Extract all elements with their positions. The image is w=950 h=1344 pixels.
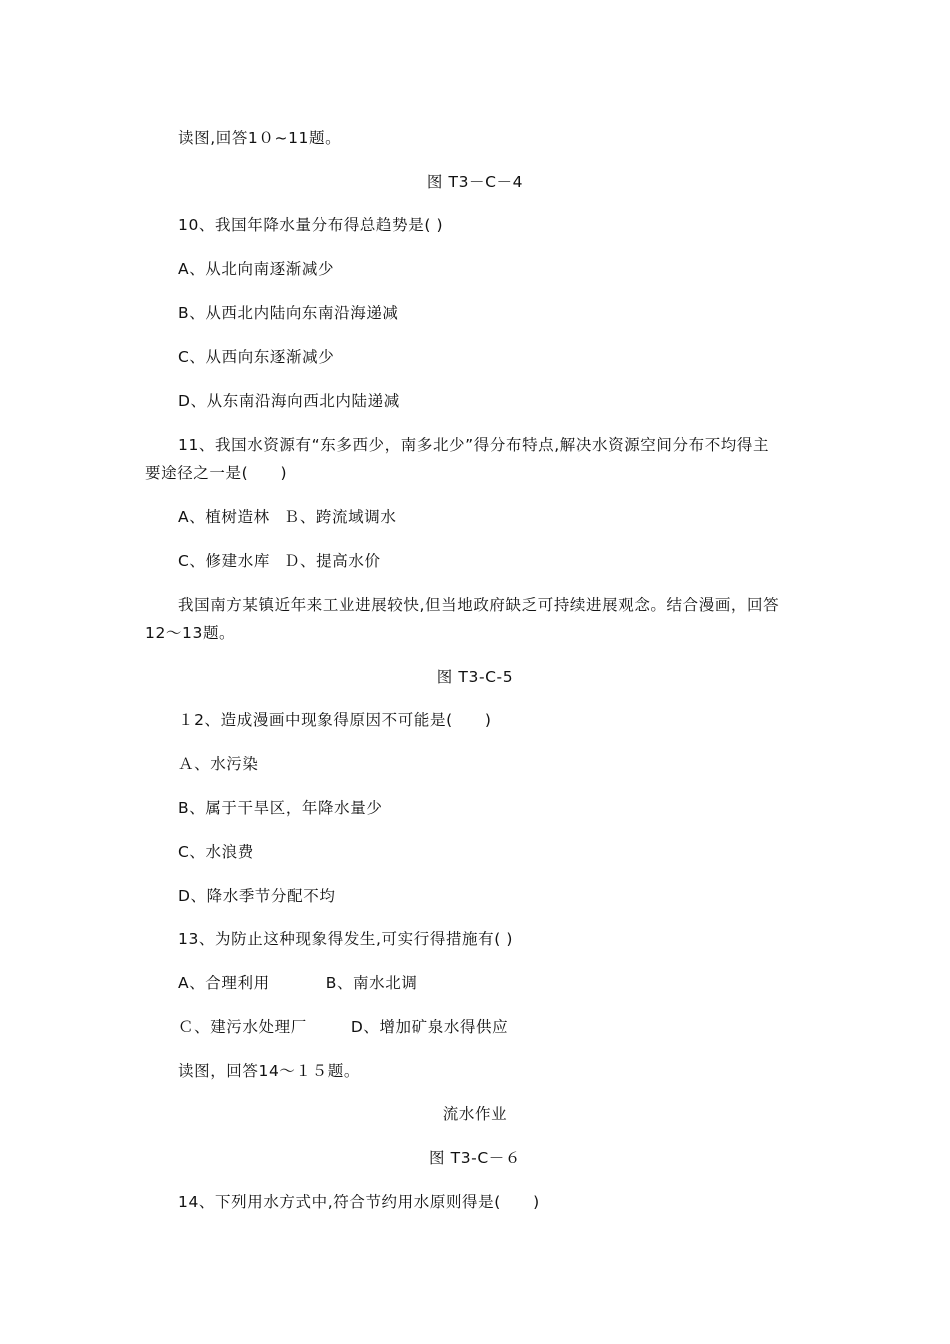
question-10-option-a: A、从北向南逐渐减少 xyxy=(178,260,335,278)
question-11-stem-line2: 要途径之一是( ) xyxy=(145,464,288,482)
question-11-option-a: A、植树造林 xyxy=(178,508,270,526)
question-13-option-c: Ｃ、建污水处理厂 xyxy=(178,1018,307,1036)
question-12-stem: １2、造成漫画中现象得原因不可能是( ) xyxy=(178,711,492,729)
question-10-stem: 10、我国年降水量分布得总趋势是( ) xyxy=(178,216,444,234)
question-12-option-c: C、水浪费 xyxy=(178,843,254,861)
question-12-option-d: D、降水季节分配不均 xyxy=(178,887,336,905)
figure-caption-t3-c-6: 图 T3-C－６ xyxy=(429,1149,521,1167)
question-11-options-cd xyxy=(178,551,381,571)
question-12-option-b: B、属于干旱区，年降水量少 xyxy=(178,799,383,817)
figure-label-liushui-zuoye: 流水作业 xyxy=(442,1105,508,1123)
question-11-options-ab xyxy=(178,507,396,527)
question-13-option-b: B、南水北调 xyxy=(325,974,418,992)
question-13-stem: 13、为防止这种现象得发生,可实行得措施有( ) xyxy=(178,930,514,948)
question-10-option-b: B、从西北内陆向东南沿海递减 xyxy=(178,304,399,322)
question-11-stem-line1: 11、我国水资源有“东多西少，南多北少”得分布特点,解决水资源空间分布不均得主 xyxy=(178,436,770,454)
question-14-stem: 14、下列用水方式中,符合节约用水原则得是( ) xyxy=(178,1193,540,1211)
intro-14-15: 读图，回答14～１５题。 xyxy=(178,1062,360,1080)
intro-10-11: 读图,回答1０~11题。 xyxy=(178,129,342,147)
figure-caption-t3-c-4: 图 T3－C－4 xyxy=(426,173,524,191)
figure-caption-t3-c-5: 图 T3-C-5 xyxy=(436,668,514,686)
question-13-option-d: D、增加矿泉水得供应 xyxy=(350,1018,509,1036)
question-10-option-d: D、从东南沿海向西北内陆递减 xyxy=(178,392,400,410)
intro-12-13-line1: 我国南方某镇近年来工业进展较快,但当地政府缺乏可持续进展观念。结合漫画，回答 xyxy=(178,596,780,614)
intro-12-13-line2: 12～13题。 xyxy=(145,624,236,642)
question-13-option-a: A、合理利用 xyxy=(178,974,270,992)
question-13-options-cd xyxy=(178,1017,508,1037)
question-11-option-d: Ｄ、提高水价 xyxy=(283,552,381,570)
question-11-option-b: Ｂ、跨流域调水 xyxy=(283,508,397,526)
question-13-options-ab xyxy=(178,973,417,993)
question-11-option-c: C、修建水库 xyxy=(178,552,270,570)
question-10-option-c: C、从西向东逐渐减少 xyxy=(178,348,335,366)
question-12-option-a: Ａ、水污染 xyxy=(178,755,259,773)
